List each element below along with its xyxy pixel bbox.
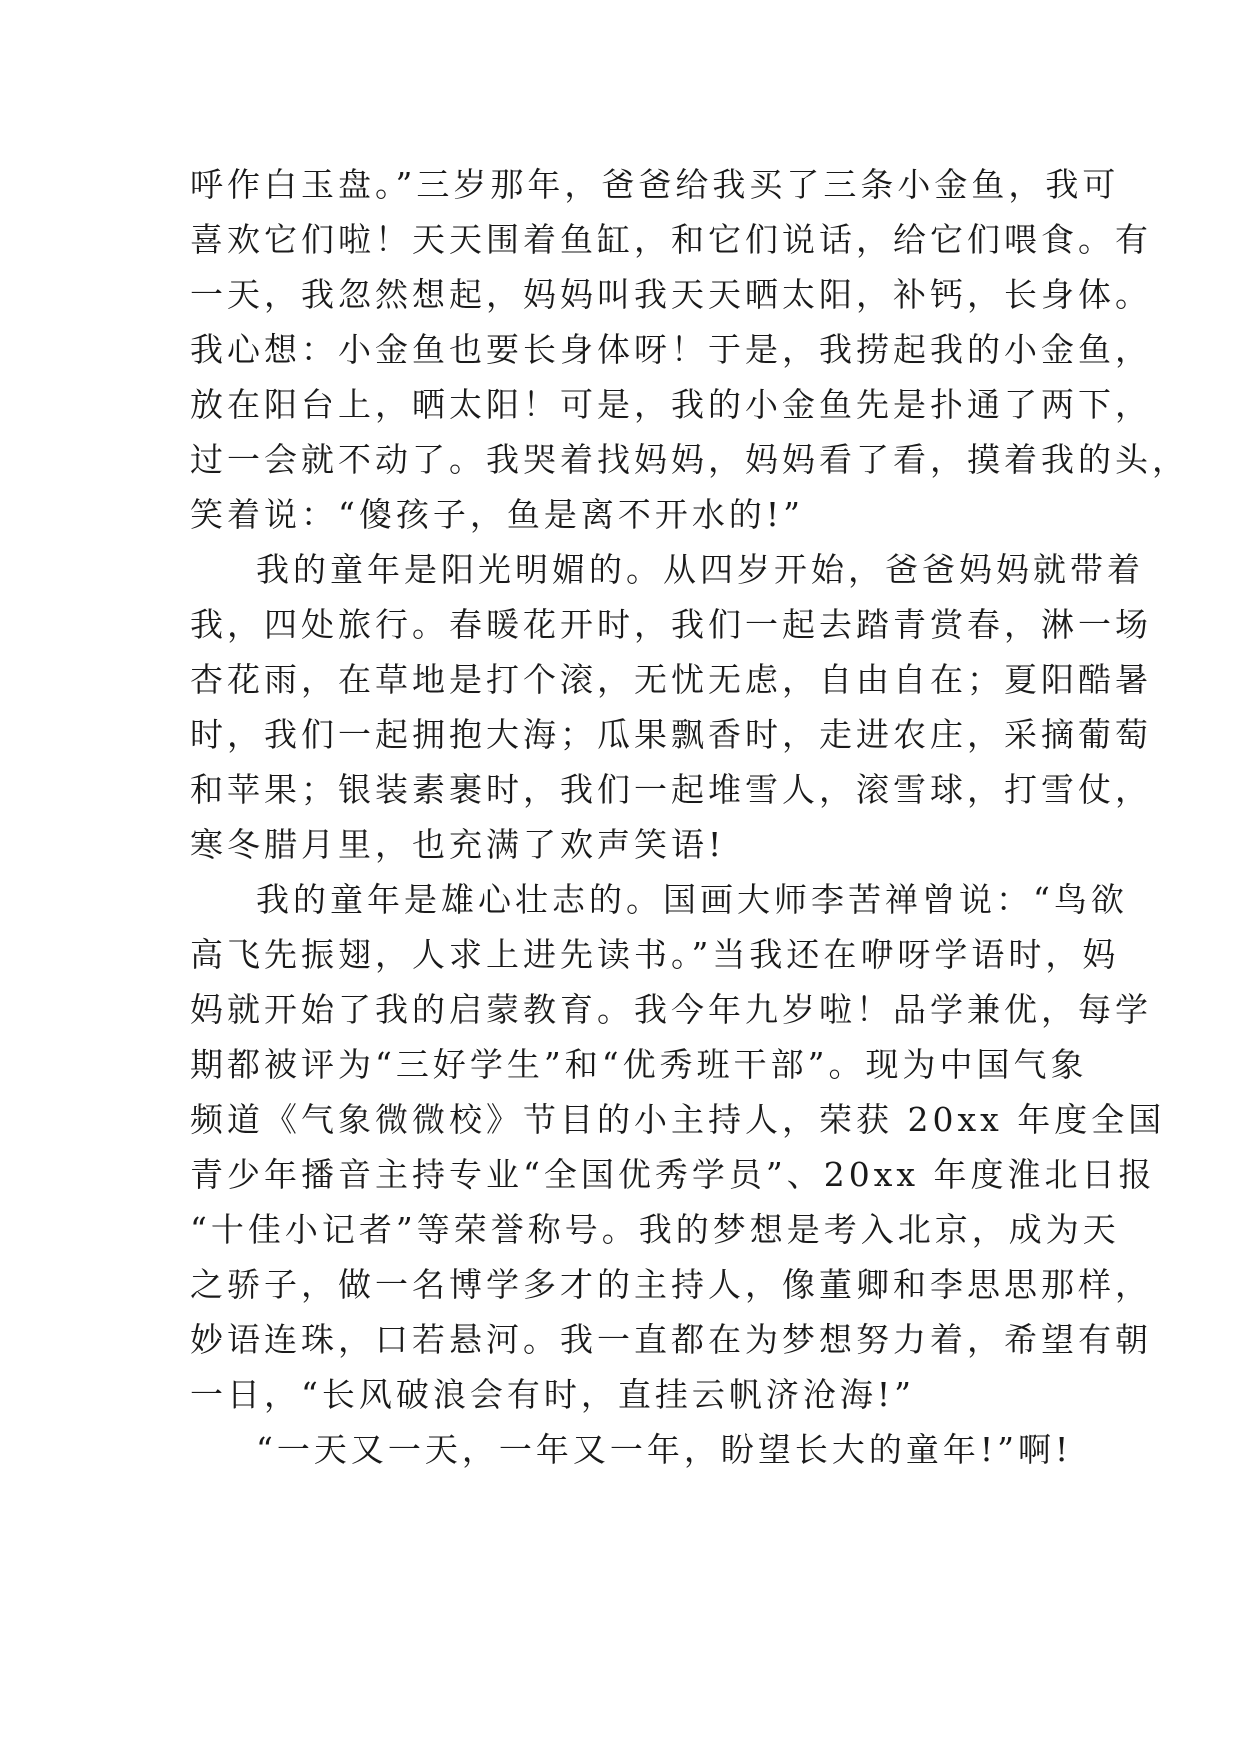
text-line: 时，我们一起拥抱大海；瓜果飘香时，走进农庄，采摘葡萄 bbox=[190, 715, 1152, 754]
text-line: 笑着说：“傻孩子，鱼是离不开水的!” bbox=[190, 495, 805, 534]
text-line: 一天，我忽然想起，妈妈叫我天天晒太阳，补钙，长身体。 bbox=[190, 275, 1152, 314]
text-line: 喜欢它们啦！天天围着鱼缸，和它们说话，给它们喂食。有 bbox=[190, 220, 1152, 259]
text-line: 和苹果；银装素裹时，我们一起堆雪人，滚雪球，打雪仗， bbox=[190, 770, 1152, 809]
text-line: 我，四处旅行。春暖花开时，我们一起去踏青赏春，淋一场 bbox=[190, 605, 1152, 644]
text-line: “十佳小记者”等荣誉称号。我的梦想是考入北京，成为天 bbox=[190, 1210, 1120, 1249]
text-line: 之骄子，做一名博学多才的主持人，像董卿和李思思那样， bbox=[190, 1265, 1152, 1304]
text-line: 过一会就不动了。我哭着找妈妈，妈妈看了看，摸着我的头， bbox=[190, 440, 1189, 479]
document-body bbox=[190, 157, 1189, 1477]
text-line: 高飞先振翅，人求上进先读书。”当我还在咿呀学语时，妈 bbox=[190, 935, 1120, 974]
text-line: 妈就开始了我的启蒙教育。我今年九岁啦！品学兼优，每学 bbox=[190, 990, 1152, 1029]
text-line: 妙语连珠，口若悬河。我一直都在为梦想努力着，希望有朝 bbox=[190, 1320, 1152, 1359]
text-line: 期都被评为“三好学生”和“优秀班干部”。现为中国气象 bbox=[190, 1045, 1088, 1084]
text-line: 频道《气象微微校》节目的小主持人，荣获 20xx 年度全国 bbox=[190, 1100, 1166, 1139]
text-line: 杏花雨，在草地是打个滚，无忧无虑，自由自在；夏阳酷暑 bbox=[190, 660, 1152, 699]
text-line: 我心想：小金鱼也要长身体呀！于是，我捞起我的小金鱼， bbox=[190, 330, 1152, 369]
text-line: 寒冬腊月里，也充满了欢声笑语! bbox=[190, 825, 726, 864]
text-line: 呼作白玉盘。”三岁那年，爸爸给我买了三条小金鱼，我可 bbox=[190, 165, 1120, 204]
text-line: 一日，“长风破浪会有时，直挂云帆济沧海!” bbox=[190, 1375, 916, 1414]
paragraph-first-line: “一天又一天，一年又一年，盼望长大的童年!”啊! bbox=[256, 1430, 1073, 1469]
text-line: 青少年播音主持专业“全国优秀学员”、20xx 年度淮北日报 bbox=[190, 1155, 1156, 1194]
text-line: 放在阳台上，晒太阳！可是，我的小金鱼先是扑通了两下， bbox=[190, 385, 1152, 424]
paragraph-first-line: 我的童年是阳光明媚的。从四岁开始，爸爸妈妈就带着 bbox=[256, 550, 1144, 589]
paragraph-first-line: 我的童年是雄心壮志的。国画大师李苦禅曾说：“鸟欲 bbox=[256, 880, 1128, 919]
